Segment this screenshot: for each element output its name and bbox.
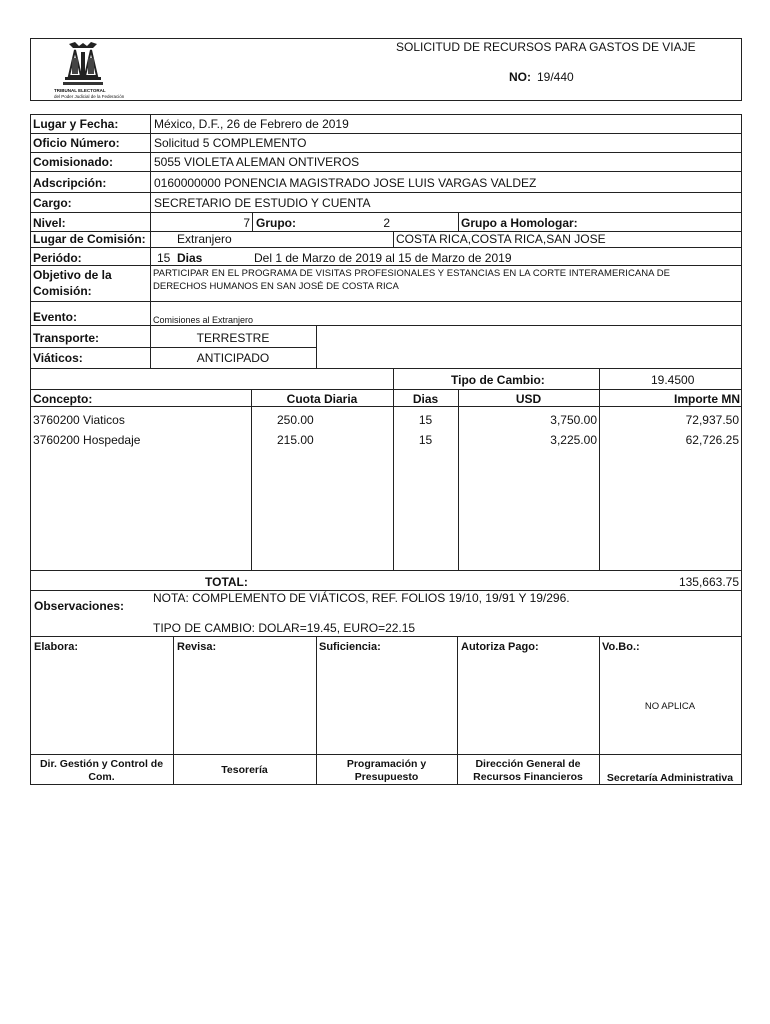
- org-name: TRIBUNAL ELECTORAL: [54, 88, 106, 93]
- tipo-cambio-value: 19.4500: [651, 373, 695, 387]
- objetivo-label-1: Objetivo de la: [33, 268, 112, 282]
- grupo-value: 2: [383, 216, 390, 230]
- row-concepto: 3760200 Hospedaje: [33, 433, 141, 447]
- dir-gestion-1: Dir. Gestión y Control de: [39, 758, 164, 770]
- total-label: TOTAL:: [205, 575, 248, 589]
- periodo-value: Del 1 de Marzo de 2019 al 15 de Marzo de 2019: [254, 251, 512, 265]
- lugar-comision-type: Extranjero: [177, 232, 232, 246]
- oficio-label: Oficio Número:: [33, 136, 120, 150]
- row-dias: 15: [418, 433, 433, 447]
- col-usd: USD: [515, 392, 542, 406]
- homologar-label: Grupo a Homologar:: [461, 216, 578, 230]
- lugar-comision-value: COSTA RICA,COSTA RICA,SAN JOSE: [396, 232, 606, 246]
- transporte-label: Transporte:: [33, 331, 100, 345]
- row-concepto: 3760200 Viaticos: [33, 413, 125, 427]
- adscripcion-value: 0160000000 PONENCIA MAGISTRADO JOSE LUIS VARGAS VALDEZ: [154, 176, 537, 190]
- dir-gestion-2: Com.: [88, 771, 115, 783]
- comisionado-label: Comisionado:: [33, 155, 113, 169]
- transporte-value: TERRESTRE: [196, 331, 270, 345]
- lugar-comision-label: Lugar de Comisión:: [33, 232, 146, 246]
- observaciones-label: Observaciones:: [34, 599, 125, 613]
- col-cuota: Cuota Diaria: [286, 392, 358, 406]
- suficiencia-label: Suficiencia:: [319, 641, 381, 653]
- row-dias: 15: [418, 413, 433, 427]
- adscripcion-label: Adscripción:: [33, 176, 107, 190]
- vobo-label: Vo.Bo.:: [602, 641, 640, 653]
- comisionado-value: 5055 VIOLETA ALEMAN ONTIVEROS: [154, 155, 360, 169]
- observaciones-line-1: NOTA: COMPLEMENTO DE VIÁTICOS, REF. FOLIOS 19/10, 19/91 Y 19/296.: [153, 591, 570, 605]
- viaticos-label: Viáticos:: [33, 351, 83, 365]
- col-concepto: Concepto:: [33, 392, 93, 406]
- nivel-label: Nivel:: [33, 216, 66, 230]
- row-usd: 3,750.00: [550, 413, 597, 427]
- col-dias: Dias: [412, 392, 439, 406]
- direccion-general-1: Dirección General de: [475, 758, 581, 770]
- total-value: 135,663.75: [678, 575, 739, 589]
- nivel-value: 7: [243, 216, 250, 230]
- observaciones-line-2: TIPO DE CAMBIO: DOLAR=19.45, EURO=22.15: [153, 621, 416, 635]
- form-title: SOLICITUD DE RECURSOS PARA GASTOS DE VIAJE: [396, 40, 696, 54]
- oficio-value: Solicitud 5 COMPLEMENTO: [154, 136, 307, 150]
- direccion-general-2: Recursos Financieros: [473, 771, 583, 783]
- grupo-label: Grupo:: [256, 216, 296, 230]
- secretaria-administrativa: Secretaría Administrativa: [606, 772, 734, 784]
- row-usd: 3,225.00: [550, 433, 597, 447]
- lugar-fecha-label: Lugar y Fecha:: [33, 117, 119, 131]
- tipo-cambio-label: Tipo de Cambio:: [451, 373, 545, 387]
- row-cuota: 215.00: [277, 433, 314, 447]
- row-importe: 62,726.25: [685, 433, 739, 447]
- org-subtitle: del Poder Judicial de la Federación: [54, 94, 125, 99]
- tesoreria: Tesorería: [221, 764, 268, 776]
- objetivo-line-2: DERECHOS HUMANOS EN SAN JOSÉ DE COSTA RICA: [153, 281, 399, 292]
- periodo-days: 15: [157, 251, 171, 265]
- programacion-2: Presupuesto: [354, 771, 419, 783]
- cargo-label: Cargo:: [33, 196, 72, 210]
- no-aplica: NO APLICA: [644, 701, 696, 712]
- programacion-1: Programación y: [346, 758, 427, 770]
- periodo-label: Periódo:: [33, 251, 82, 265]
- evento-value: Comisiones al Extranjero: [153, 315, 254, 325]
- elabora-label: Elabora:: [34, 641, 79, 653]
- no-value: 19/440: [537, 70, 574, 84]
- evento-label: Evento:: [33, 310, 78, 324]
- revisa-label: Revisa:: [177, 641, 217, 653]
- cargo-value: SECRETARIO DE ESTUDIO Y CUENTA: [154, 196, 371, 210]
- autoriza-label: Autoriza Pago:: [461, 641, 539, 653]
- viaticos-value: ANTICIPADO: [196, 351, 270, 365]
- objetivo-label-2: Comisión:: [33, 284, 92, 298]
- col-importe: Importe MN: [674, 392, 740, 406]
- periodo-days-label: Dias: [177, 251, 203, 265]
- objetivo-line-1: PARTICIPAR EN EL PROGRAMA DE VISITAS PROFESIONALES Y ESTANCIAS EN LA CORTE INTERAMERICANA DE: [153, 268, 671, 279]
- lugar-fecha-value: México, D.F., 26 de Febrero de 2019: [154, 117, 349, 131]
- no-label: NO:: [509, 70, 531, 84]
- row-importe: 72,937.50: [685, 413, 739, 427]
- row-cuota: 250.00: [277, 413, 314, 427]
- tribunal-logo-icon: [55, 40, 111, 88]
